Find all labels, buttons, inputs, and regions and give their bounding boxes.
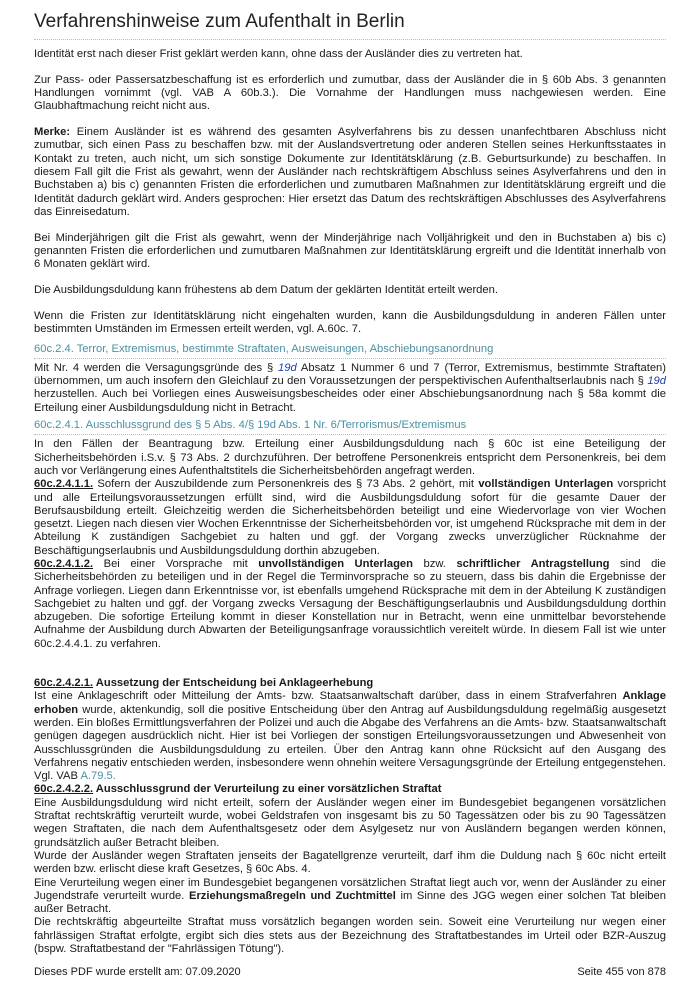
- link-vab-a79[interactable]: A.79.5.: [80, 770, 116, 783]
- link-19d[interactable]: 19d: [278, 361, 297, 374]
- subsection-number: 60c.2.4.1.1.: [34, 478, 94, 491]
- paragraph-complete-documents: 60c.2.4.1.1. Sofern der Auszubildende zum Personenkreis des § 73 Abs. 2 gehört, mit vollständigen Unterlagen vorspricht und alle Erteilungsvoraussetzungen erfüllt sind, wird die Ausbildungsduldung sofort für die gesamte Dauer der Berufsausbildung erteilt. Gleichzeitig werden die Sicherheitsbehörden beteiligt und eine Wiedervorlage von vier Wochen gesetzt. Liegen nach diesen vier Wochen Erkenntnisse der Sicherheitsbehörden vor, ist umgehend Rücksprache mit dem in der Abteilung K zuständigen Sachgebiet zu halten und ggf. der Vorgang zwecks unverzüglicher Rücknahme der Beschäftigungserlaubnis und Ausbildungsduldung dorthin abzugeben.: [34, 478, 667, 557]
- footer-page-number: Seite 455 von 878: [577, 966, 666, 978]
- section-heading-terror: 60c.2.4. Terror, Extremismus, bestimmte Straftaten, Ausweisungen, Abschiebungsanordnung: [34, 343, 666, 359]
- paragraph-indictment: Ist eine Anklageschrift oder Mitteilung der Amts- bzw. Staatsanwaltschaft darüber, dass in einem Strafverfahren Anklage erhoben wurde, aktenkundig, soll die positive Entscheidung über den Antrag auf Ausbildungsduldung regelmäßig ausgesetzt werden. Ein bloßes Ermittlungsverfahren der Polizei und auch die Abgabe des Verfahrens an die Amts- bzw. Staatsanwaltschaft genügen dagegen ausdrücklich nicht. Hier ist bei Vorliegen der sonstigen Erteilungsvoraussetzungen und Abwesenheit von Ausschlussgründen die Ausbildungsduldung zu erteilen. Über den Antrag kann ohne Rücksicht auf den Ausgang des Verfahrens negativ entschieden werden, insbesondere wenn ohnehin weitere Versagungsgründe der Erteilung entgegenstehen. Vgl. VAB A.79.5.: [34, 690, 666, 783]
- paragraph-identity: Identität erst nach dieser Frist geklärt werden kann, ohne dass der Ausländer dies zu vertreten hat.: [34, 48, 523, 60]
- paragraph-merke: Merke: Einem Ausländer ist es während des gesamten Asylverfahrens bis zu dessen unanfechtbaren Abschluss nicht zumutbar, sich einen Pass zu beschaffen bzw. mit der Auslandsvertretung oder anderen Stellen seines Herkunftsstaates in Kontakt zu treten, auch nicht, um sich sonstige Dokumente zur Identitätsklärung (z.B. Geburtsurkunde) zu beschaffen. In diesem Fall gilt die Frist als gewahrt, wenn der Ausländer nach rechtskräftigem Abschluss seines Asylverfahrens und den in Buchstaben a) bis c) genannten Fristen die erforderlichen und zumutbaren Maßnahmen zur Identitätsklärung ergreift und die Identität dadurch geklärt wird. Anders gesprochen: Hier ersetzt das Datum des rechtskräftigen Abschlusses des Asylverfahrens das Einreisedatum.: [34, 126, 666, 218]
- paragraph-discretion: Wenn die Fristen zur Identitätsklärung nicht eingehalten wurden, kann die Ausbildungsduldung in anderen Fällen unter bestimmten Umständen im Ermessen erteilt werden, vgl. A.60c. 7.: [34, 309, 666, 336]
- page-title: Verfahrenshinweise zum Aufenthalt in Berlin: [34, 10, 666, 40]
- paragraph-security-check: In den Fällen der Beantragung bzw. Erteilung einer Ausbildungsduldung nach § 60c ist eine Beteiligung der Sicherheitsbehörden i.S.v. § 73 Abs. 2 durchzuführen. Der betroffene Personenkreis entspricht dem Personenkreis, bei dem auch vor Verlängerung eines Aufenthaltstitels die Sicherheitsbehörden angefragt werden.: [34, 438, 666, 477]
- link-19d-second[interactable]: 19d: [647, 375, 666, 388]
- paragraph-terror: Mit Nr. 4 werden die Versagungsgründe des § 19d Absatz 1 Nummer 6 und 7 (Terror, Extremismus, bestimmte Straftaten) übernommen, um auch insofern den Gleichlauf zu den Voraussetzungen der perspektivischen Aufenthaltserlaubnis nach § 19d herzustellen. Auch bei Vorliegen eines Ausweisungsbescheides oder einer Abschiebungsanordnung nach § 58a kommt die Erteilung einer Ausbildungsduldung nicht in Betracht.: [34, 361, 666, 414]
- footer-created-date: Dieses PDF wurde erstellt am: 07.09.2020: [34, 966, 241, 978]
- paragraph-incomplete-documents: 60c.2.4.1.2. Bei einer Vorsprache mit unvollständigen Unterlagen bzw. schriftlicher Antragstellung sind die Sicherheitsbehörden zu beteiligen und in der Regel die Terminvorsprache so zu steuern, dass bis dahin die Ergebnisse der Anfrage vorliegen. Liegen dann Erkenntnisse vor, ist ebenfalls umgehend Rücksprache mit dem in der Abteilung K zuständigen Sachgebiet zu halten und ggf. der Vorgang zwecks Versagung der Beschäftigungserlaubnis und Ausbildungsduldung dorthin abzugeben. Die sofortige Erteilung kommt in dieser Konstellation nur in Betracht, wenn eine unmittelbar bevorstehende Aufnahme der Ausbildung durch Abwarten der Beteiligungsanfrage voraussichtlich vereitelt würde. In diesem Fall ist wie unter 60c.2.4.4.1. zu verfahren.: [34, 558, 667, 650]
- paragraph-bagatelle: Wurde der Ausländer wegen Straftaten jenseits der Bagatellgrenze verurteilt, darf ihm die Duldung nach § 60c nicht erteilt werden bzw. erlischt diese kraft Gesetzes, § 60c Abs. 4.: [34, 849, 666, 876]
- paragraph-intent: Die rechtskräftig abgeurteilte Straftat muss vorsätzlich begangen worden sein. Soweit eine Verurteilung nur wegen einer fahrlässigen Straftat erfolgte, ergibt sich dies stets aus der Bezeichnung des Straftatbestandes im Urteil oder BZR-Auszug (bspw. Straftatbestand der "Fahrlässigen Tötung").: [34, 916, 666, 956]
- paragraph-conviction: Eine Ausbildungsduldung wird nicht erteilt, sofern der Ausländer wegen einer im Bundesgebiet begangenen vorsätzlichen Straftat rechtskräftig verurteilt wurde, wobei Geldstrafen von insgesamt bis zu 50 Tagessätzen oder bis zu 90 Tagessätzen wegen Straftaten, die nach dem Aufenthaltsgesetz oder dem Asylgesetz nur von Ausländern begangen werden können, grundsätzlich außer Betracht bleiben.: [34, 796, 666, 849]
- subsection-heading-conviction: 60c.2.4.2.2. Ausschlussgrund der Verurteilung zu einer vorsätzlichen Straftat: [34, 783, 442, 796]
- paragraph-earliest-date: Die Ausbildungsduldung kann frühestens ab dem Datum der geklärten Identität erteilt werden.: [34, 284, 498, 297]
- merke-label: Merke:: [34, 126, 71, 139]
- subsection-heading-indictment: 60c.2.4.2.1. Aussetzung der Entscheidung bei Anklageerhebung: [34, 677, 374, 690]
- section-heading-exclusion: 60c.2.4.1. Ausschlussgrund des § 5 Abs. 4/§ 19d Abs. 1 Nr. 6/Terrorismus/Extremismus: [34, 419, 666, 435]
- document-page: [34, 0, 666, 990]
- paragraph-juvenile: Eine Verurteilung wegen einer im Bundesgebiet begangenen vorsätzlichen Straftat liegt auch vor, wenn der Ausländer zu einer Jugendstrafe verurteilt wurde. Erziehungsmaßregeln und Zuchtmittel im Sinne des JGG wegen einer solchen Tat bleiben außer Betracht.: [34, 876, 666, 916]
- subsection-number: 60c.2.4.1.2.: [34, 558, 94, 570]
- paragraph-minors: Bei Minderjährigen gilt die Frist als gewahrt, wenn der Minderjährige nach Volljährigkeit und den in Buchstaben a) bis c) genannten Fristen die erforderlichen und zumutbaren Maßnahmen zur Identitätsklärung ergreift und die Identität innerhalb von 6 Monaten geklärt wird.: [34, 231, 666, 271]
- paragraph-passport: Zur Pass- oder Passersatzbeschaffung ist es erforderlich und zumutbar, dass der Ausländer die in § 60b Abs. 3 genannten Handlungen vornimmt (vgl. VAB A 60b.3.). Die Vornahme der Handlungen muss nachgewiesen werden. Eine Glaubhaftmachung reicht nicht aus.: [34, 73, 666, 113]
